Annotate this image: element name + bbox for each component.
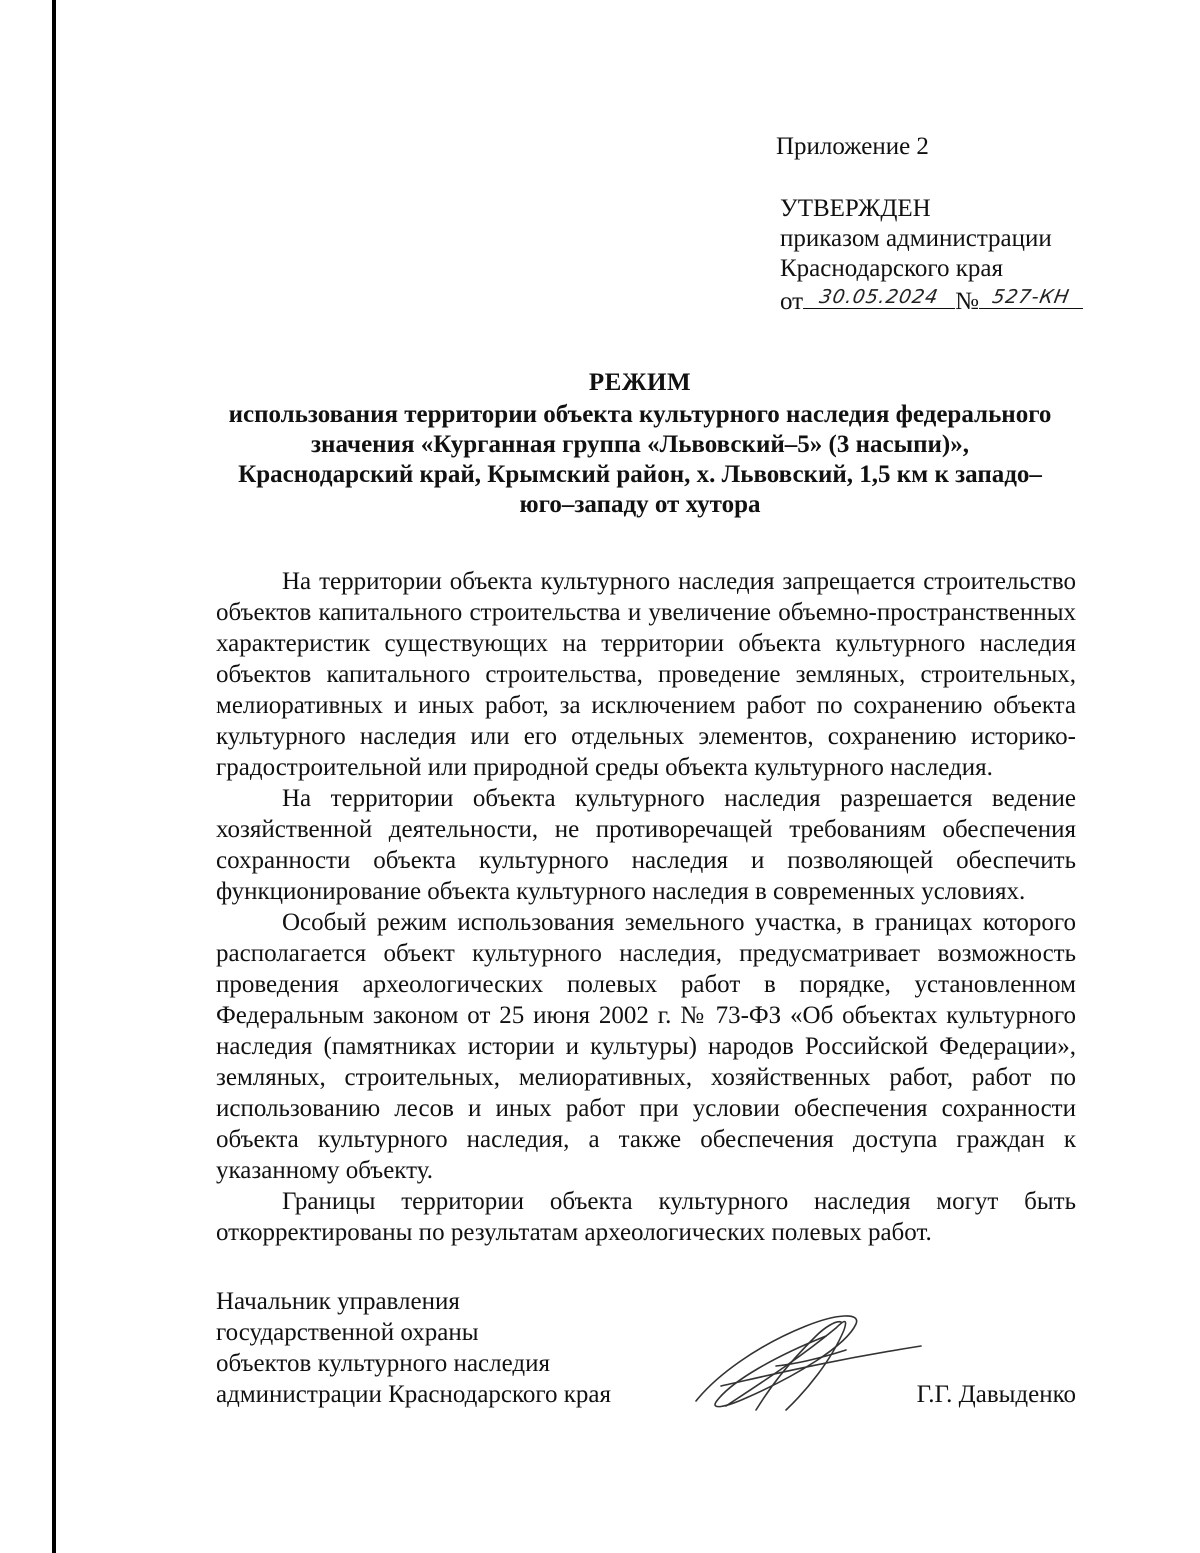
signer-name: Г.Г. Давыденко [916, 1381, 1076, 1408]
title-line: Краснодарский край, Крымский район, х. Львовский, 1,5 км к западо– [238, 461, 1042, 488]
signer-position-line: объектов культурного наследия [216, 1350, 550, 1377]
approval-date-line [780, 284, 1083, 318]
handwritten-signature-icon [686, 1306, 926, 1416]
approval-line-1: приказом администрации [780, 225, 1052, 252]
approval-date: 30.05.2024 [817, 286, 941, 308]
signer-position-line: государственной охраны [216, 1319, 479, 1346]
signature-block [216, 1286, 1076, 1410]
approval-block [780, 194, 1083, 318]
approval-date-field [803, 284, 955, 309]
title-line: юго–западу от хутора [519, 491, 761, 518]
document-title [200, 368, 1080, 520]
approval-number-field [979, 284, 1083, 309]
title-main: РЕЖИМ [588, 369, 692, 396]
approval-number-label: № [955, 288, 979, 315]
approval-status: УТВЕРЖДЕН [780, 195, 931, 222]
approval-line-2: Краснодарского края [780, 255, 1003, 282]
signer-position-line: Начальник управления [216, 1288, 460, 1315]
approval-from-label: от [780, 288, 804, 315]
approval-number: 527-КН [990, 286, 1072, 308]
page-margin-rule [52, 0, 56, 1553]
title-line: значения «Курганная группа «Львовский–5» (3 насыпи)», [311, 431, 969, 458]
document-body [216, 566, 1076, 1248]
body-paragraph: На территории объекта культурного наследия запрещается строительство объектов капитального строительства и увеличение объемно-пространственных характеристик существующих на территории объекта культурного наследия объектов капитального строительства, проведение земляных, строительных, мелиоративных и иных работ, за исключением работ по сохранению объекта культурного наследия или его отдельных элементов, сохранению историко-градостроительной или природной среды объекта культурного наследия. [216, 568, 1076, 781]
body-paragraph: Границы территории объекта культурного наследия могут быть откорректированы по результатам археологических полевых работ. [216, 1188, 1076, 1246]
signer-position-line: администрации Краснодарского края [216, 1381, 612, 1408]
title-line: использования территории объекта культурного наследия федерального [228, 401, 1052, 428]
body-paragraph: На территории объекта культурного наследия разрешается ведение хозяйственной деятельности, не противоречащей требованиям обеспечения сохранности объекта культурного наследия и позволяющей обеспечить функционирование объекта культурного наследия в современных условиях. [216, 785, 1076, 905]
body-paragraph: Особый режим использования земельного участка, в границах которого располагается объект культурного наследия, предусматривает возможность проведения археологических полевых работ в порядке, установленном Федеральным законом от 25 июня 2002 г. № 73-ФЗ «Об объектах культурного наследия (памятниках истории и культуры) народов Российской Федерации», земляных, строительных, мелиоративных, хозяйственных работ, работ по использованию лесов и иных работ при условии обеспечения сохранности объекта культурного наследия, а также обеспечения доступа граждан к указанному объекту. [216, 909, 1076, 1184]
appendix-label: Приложение 2 [776, 133, 929, 160]
